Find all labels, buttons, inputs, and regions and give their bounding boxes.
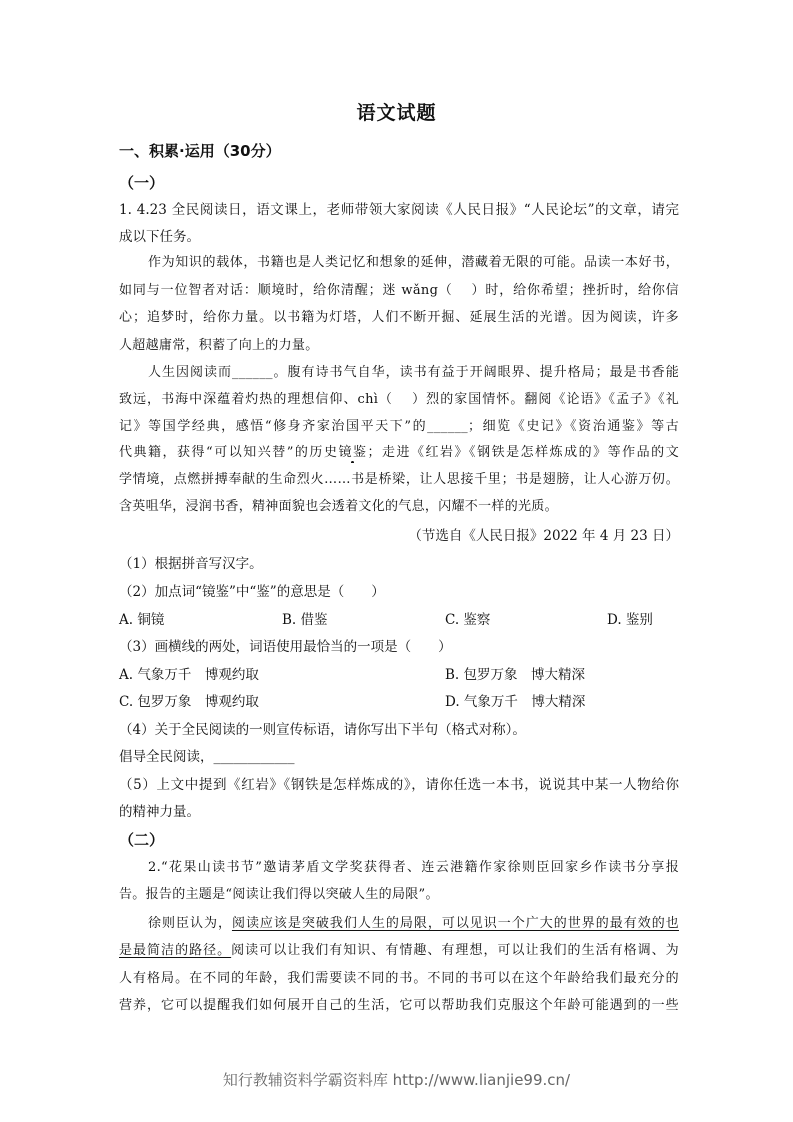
q1-sub2-option-b: B. 借鉴	[282, 612, 328, 628]
q1-passage-p2-line-5: 学情境，点燃拼搏奉献的生命烈火……书是桥梁，让人思接千里；书是翅膀，让人心游万仞。	[119, 472, 679, 487]
footer-watermark: 知行教辅资料学霸资料库 http://www.lianjie99.cn/	[222, 1071, 571, 1089]
q1-sub3-option-b: B. 包罗万象 博大精深	[445, 667, 586, 683]
q1-sub4-prompt: 倡导全民阅读，____________	[119, 749, 295, 765]
q1-passage-p2-line-2: 致远，书海中深蕴着灼热的理想信仰、chì（ ）烈的家国情怀。翻阅《论语》《孟子》《礼	[119, 392, 679, 407]
q1-sub2-option-c: C. 鉴察	[445, 612, 491, 628]
q1-passage-p2-line-4	[119, 443, 679, 463]
section-heading-1: 一、积累·运用（30分）	[119, 142, 281, 160]
q1-sub5-line-1: （5）上文中提到《红岩》《钢铁是怎样炼成的》，请你任选一本书，说说其中某一人物给你	[119, 777, 679, 793]
dotted-word-jingjian: 镜鉴	[338, 445, 368, 460]
q1-intro-line-1: 1. 4.23 全民阅读日，语文课上，老师带领大家阅读《人民日报》“人民论坛”的文章，请完	[119, 202, 679, 218]
q1-sub5-line-2: 的精神力量。	[119, 804, 200, 820]
q1-passage-p1-line-4: 人超越庸常，积蓄了向上的力量。	[119, 338, 319, 353]
q2-passage-line-4: 营养，它可以提醒我们如何展开自己的生活，它可以帮助我们克服这个年龄可能遇到的一些	[119, 998, 679, 1013]
q1-passage-p2-line-6: 含英咀华，浸润书香，精神面貌也会透着文化的气息，闪耀不一样的光质。	[119, 499, 558, 514]
part-heading-2: （二）	[119, 831, 165, 849]
q2-passage-text: 阅读可以让我们有知识、有情趣、有理想，可以让我们的生活有格调、为	[231, 943, 679, 958]
q1-intro-line-2: 成以下任务。	[119, 229, 200, 245]
q1-sub2-option-a: A. 铜镜	[119, 612, 165, 628]
q2-passage-line-3: 人有格局。在不同的年龄，我们需要读不同的书。不同的书可以在这个年龄给我们最充分的	[119, 971, 679, 986]
q2-passage-line-2	[119, 941, 679, 961]
underlined-sentence: 是最简洁的路径。	[119, 943, 232, 958]
q1-passage-p1-line-1: 作为知识的载体，书籍也是人类记忆和想象的延伸，潜藏着无限的可能。品读一本好书，	[148, 255, 679, 270]
q1-passage-p1-line-3: 心；追梦时，给你力量。以书籍为灯塔，人们不断开掘、延展生活的光谱。因为阅读，许多	[119, 310, 679, 325]
q1-sub3-option-a: A. 气象万千 博观约取	[119, 667, 259, 683]
q1-sub2-option-d: D. 鉴别	[607, 612, 653, 628]
q2-intro-line-2: 告。报告的主题是“阅读让我们得以突破人生的局限”。	[119, 887, 439, 902]
q1-passage-p1-line-2: 如同与一位智者对话：顺境时，给你清醒；迷 wǎng（ ）时，给你希望；挫折时，给你信	[119, 283, 679, 298]
q1-sub3-option-d: D. 气象万千 博大精深	[445, 694, 586, 710]
q1-passage-text: ；走进《红岩》《钢铁是怎样炼成的》等作品的文	[367, 445, 679, 460]
q2-intro-line-1: 2.“花果山读书节”邀请茅盾文学奖获得者、连云港籍作家徐则臣回家乡作读书分享报	[148, 860, 679, 875]
underlined-sentence: 阅读应该是突破我们人生的局限，可以见识一个广大的世界的最有效的也	[231, 916, 679, 931]
q1-sub3-option-c: C. 包罗万象 博观约取	[119, 694, 259, 710]
q2-passage-text: 徐则臣认为，	[148, 916, 232, 931]
q1-sub1: （1）根据拼音写汉字。	[119, 556, 263, 572]
part-heading-1: （一）	[119, 174, 165, 192]
q1-passage-p2-line-3: 记》等国学经典，感悟“修身齐家治国平天下”的______；细览《史记》《资治通鉴》等古	[119, 419, 679, 434]
q1-sub2: （2）加点词“镜鉴”中“鉴”的意思是（ ）	[119, 584, 385, 600]
q1-sub3: （3）画横线的两处，词语使用最恰当的一项是（ ）	[119, 639, 452, 655]
q1-source-citation: （节选自《人民日报》2022 年 4 月 23 日）	[408, 528, 679, 544]
q1-passage-p2-line-1: 人生因阅读而______。腹有诗书气自华，读书有益于开阔眼界、提升格局；最是书香能	[148, 365, 679, 380]
q1-sub4: （4）关于全民阅读的一则宣传标语，请你写出下半句（格式对称）。	[119, 722, 526, 738]
q2-passage-line-1	[148, 914, 679, 934]
q1-passage-text: 代典籍，获得“可以知兴替”的历史	[119, 445, 339, 460]
page-title: 语文试题	[356, 102, 437, 124]
